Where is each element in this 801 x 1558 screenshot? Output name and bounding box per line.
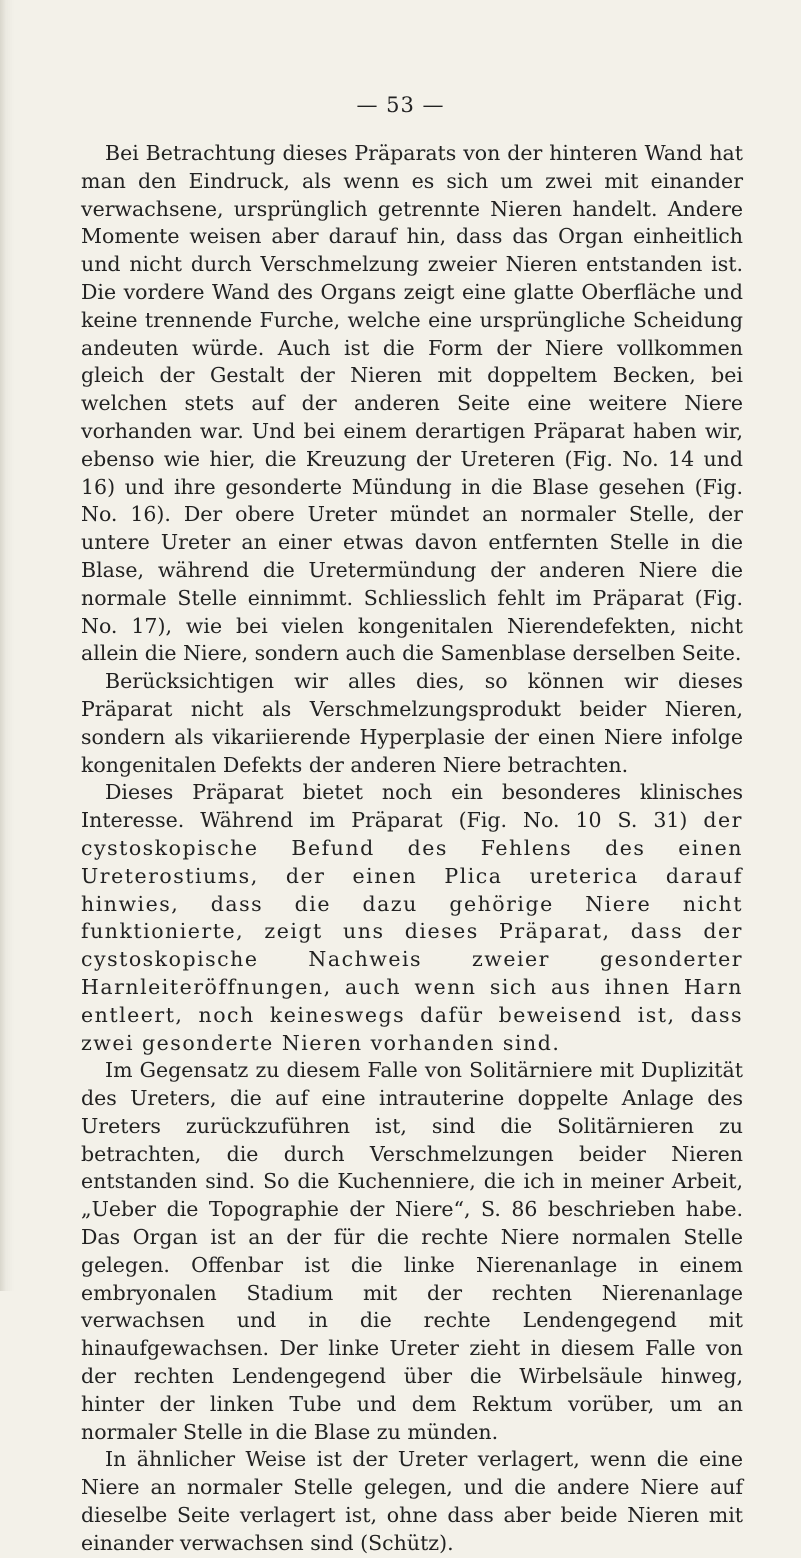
page-number: — 53 — [356, 93, 445, 117]
paragraph-2: Berücksichtigen wir alles dies, so können wir dieses Präparat nicht als Verschmelzungsprodukt beider Nieren, sondern als vikariierende Hyperplasie der einen Niere infolge kongenitalen Defekts der anderen Niere betrachten. [81, 669, 743, 777]
paragraph-3 [81, 779, 743, 1057]
paragraph-3-spaced-text: der cystoskopische Befund des Fehlens des einen Ureterostiums, der einen Plica ureterica darauf hinwies, dass die dazu gehörige Niere nicht funktionierte, zeigt uns dieses Präparat, dass der cystoskopische Nachweis zweier gesonderter Harnleiteröffnungen, auch wenn sich aus ihnen Harn entleert, noch keineswegs dafür beweisend ist, dass zwei gesonderte Nieren vorhanden sind. [81, 808, 743, 1055]
paragraph-1: Bei Betrachtung dieses Präparats von der hinteren Wand hat man den Eindruck, als wenn es sich um zwei mit einander verwachsene, ursprünglich getrennte Nieren handelt. Andere Momente weisen aber darauf hin, dass das Organ einheitlich und nicht durch Verschmelzung zweier Nieren entstanden ist. Die vordere Wand des Organs zeigt eine glatte Oberfläche und keine trennende Furche, welche eine ursprüngliche Scheidung andeuten würde. Auch ist die Form der Niere vollkommen gleich der Gestalt der Nieren mit doppeltem Becken, bei welchen stets auf der anderen Seite eine weitere Niere vorhanden war. Und bei einem derartigen Präparat haben wir, ebenso wie hier, die Kreuzung der Ureteren (Fig. No. 14 und 16) und ihre gesonderte Mündung in die Blase gesehen (Fig. No. 16). Der obere Ureter mündet an normaler Stelle, der untere Ureter an einer etwas davon entfernten Stelle in die Blase, während die Uretermündung der anderen Niere die normale Stelle einnimmt. Schliesslich fehlt im Präparat (Fig. No. 17), wie bei vielen kongenitalen Nierendefekten, nicht allein die Niere, sondern auch die Samenblase derselben Seite. [81, 141, 743, 666]
paragraph-3-intro: Dieses Präparat bietet noch ein besonderes klinisches Interesse. Während im Präparat (Fig. No. 10 S. 31) [81, 780, 743, 833]
paragraph-4: Im Gegensatz zu diesem Falle von Solitärniere mit Duplizität des Ureters, die auf eine intrauterine doppelte Anlage des Ureters zurückzuführen ist, sind die Solitärnieren zu betrachten, die durch Verschmelzungen beider Nieren entstanden sind. So die Kuchenniere, die ich in meiner Arbeit, „Ueber die Topographie der Niere“, S. 86 beschrieben habe. Das Organ ist an der für die rechte Niere normalen Stelle gelegen. Offenbar ist die linke Nierenanlage in einem embryonalen Stadium mit der rechten Nierenanlage verwachsen und in die rechte Lendengegend mit hinaufgewachsen. Der linke Ureter zieht in diesem Falle von der rechten Lendengegend über die Wirbelsäule hinweg, hinter der linken Tube und dem Rektum vorüber, um an normaler Stelle in die Blase zu münden. [81, 1058, 743, 1444]
body-text [81, 140, 743, 1558]
page-edge-shadow [0, 0, 14, 1291]
paragraph-5: In ähnlicher Weise ist der Ureter verlagert, wenn die eine Niere an normaler Stelle gelegen, und die andere Niere auf dieselbe Seite verlagert ist, ohne dass aber beide Nieren mit einander verwachsen sind (Schütz). [81, 1447, 743, 1555]
